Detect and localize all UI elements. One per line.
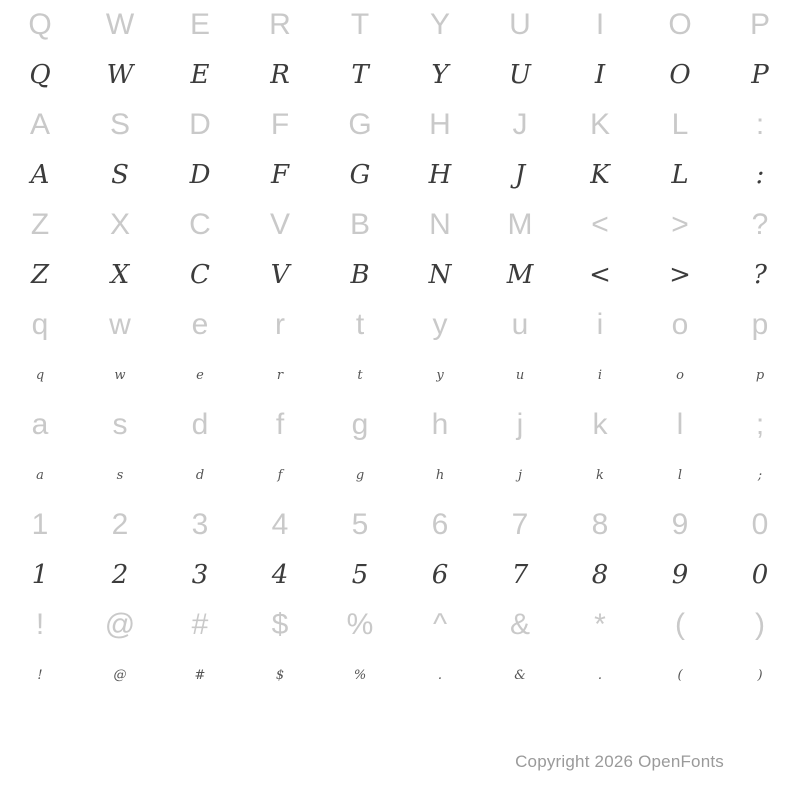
glyph-cell: . [437,667,443,683]
glyph-cell: 7 [511,560,529,590]
sample-glyph-row [0,650,800,700]
glyph-cell: K [590,160,610,190]
reference-glyph-row [0,300,800,350]
glyph-cell: : [755,160,765,190]
glyph-cell: O [669,60,691,90]
glyph-cell: I [595,8,605,41]
glyph-cell: u [515,367,525,383]
glyph-cell: l [676,408,684,441]
glyph-cell: A [30,160,50,190]
glyph-cell: q [35,367,45,383]
glyph-cell: % [346,608,374,641]
glyph-cell: i [597,367,603,383]
glyph-cell: 4 [271,560,289,590]
glyph-cell: t [355,308,365,341]
sample-glyph-row [0,350,800,400]
glyph-cell: f [277,467,283,483]
glyph-cell: F [270,108,290,141]
sample-glyph-row [0,150,800,200]
glyph-cell: L [671,160,689,190]
glyph-cell: I [594,60,606,90]
glyph-cell: : [755,108,765,141]
glyph-cell: K [589,108,610,141]
glyph-cell: u [511,308,529,341]
glyph-cell: A [29,108,50,141]
glyph-cell: p [751,308,769,341]
glyph-cell: 7 [511,508,529,541]
glyph-cell: . [597,667,603,683]
glyph-cell: * [594,608,606,641]
glyph-cell: t [357,367,363,383]
reference-glyph-row [0,100,800,150]
glyph-cell: s [116,467,124,483]
glyph-cell: N [429,208,451,241]
glyph-cell: J [512,108,528,141]
copyright-notice: Copyright 2026 OpenFonts [515,752,724,771]
glyph-cell: Y [431,60,449,90]
glyph-cell: O [668,8,692,41]
glyph-cell: X [109,208,130,241]
glyph-cell: T [351,60,369,90]
glyph-cell: 8 [591,508,609,541]
glyph-cell: @ [113,667,127,683]
glyph-cell: X [110,260,130,290]
glyph-cell: # [191,608,209,641]
glyph-cell: g [355,467,365,483]
glyph-cell: # [194,667,206,683]
glyph-cell: V [269,208,290,241]
glyph-cell: h [431,408,449,441]
glyph-cell: w [114,367,126,383]
glyph-cell: J [514,160,526,190]
glyph-cell: ? [753,260,767,290]
glyph-cell: U [509,60,531,90]
sample-glyph-row [0,450,800,500]
sample-glyph-row [0,50,800,100]
glyph-cell: ? [751,208,769,241]
glyph-cell: N [428,260,452,290]
glyph-cell: H [428,160,452,190]
glyph-cell: 8 [591,560,609,590]
glyph-cell: r [275,308,285,341]
glyph-cell: Z [30,260,50,290]
reference-glyph-row [0,500,800,550]
glyph-cell: & [514,667,526,683]
glyph-cell: B [350,260,370,290]
glyph-cell: > [671,208,689,241]
glyph-cell: E [189,8,210,41]
glyph-cell: e [191,308,209,341]
glyph-cell: ) [755,608,765,641]
glyph-cell: 3 [191,508,209,541]
glyph-cell: M [507,208,533,241]
glyph-cell: o [671,308,689,341]
glyph-cell: 9 [671,560,689,590]
glyph-cell: G [349,160,371,190]
glyph-cell: & [509,608,530,641]
glyph-cell: 0 [751,508,769,541]
glyph-cell: r [276,367,284,383]
glyph-cell: D [189,108,211,141]
glyph-cell: 5 [351,508,369,541]
glyph-cell: P [751,60,769,90]
glyph-cell: L [671,108,689,141]
glyph-cell: s [112,408,128,441]
glyph-cell: Q [29,60,51,90]
glyph-cell: ; [755,408,765,441]
glyph-cell: ! [37,667,43,683]
glyph-cell: F [270,160,290,190]
glyph-cell: Q [28,8,52,41]
glyph-cell: 6 [431,508,449,541]
glyph-cell: k [596,467,604,483]
glyph-cell: g [351,408,369,441]
glyph-cell: V [270,260,290,290]
glyph-cell: d [195,467,205,483]
glyph-cell: E [190,60,210,90]
glyph-cell: M [506,260,534,290]
glyph-cell: 9 [671,508,689,541]
reference-glyph-row [0,600,800,650]
glyph-cell: ^ [432,608,448,641]
glyph-cell: ; [757,467,763,483]
glyph-cell: q [31,308,49,341]
glyph-cell: y [436,367,444,383]
glyph-cell: p [755,367,765,383]
glyph-cell: 6 [431,560,449,590]
glyph-cell: 4 [271,508,289,541]
glyph-cell: l [677,467,683,483]
glyph-cell: G [348,108,372,141]
glyph-cell: < [589,260,611,290]
glyph-cell: w [109,308,131,341]
glyph-cell: o [676,367,684,383]
glyph-cell: f [275,408,285,441]
glyph-cell: a [36,467,44,483]
glyph-cell: < [591,208,609,241]
glyph-cell: ( [677,667,683,683]
glyph-cell: j [517,467,523,483]
reference-glyph-row [0,400,800,450]
glyph-cell: W [105,8,135,41]
glyph-cell: 5 [351,560,369,590]
glyph-cell: ) [757,667,763,683]
glyph-cell: 2 [111,508,129,541]
glyph-cell: S [109,108,130,141]
glyph-cell: $ [271,608,289,641]
glyph-cell: U [509,8,531,41]
glyph-cell: 0 [751,560,769,590]
glyph-cell: ! [35,608,45,641]
glyph-cell: $ [275,667,285,683]
glyph-cell: H [429,108,451,141]
glyph-cell: P [749,8,770,41]
glyph-cell: B [349,208,370,241]
glyph-cell: @ [104,608,136,641]
glyph-cell: ( [675,608,685,641]
glyph-cell: j [516,408,524,441]
glyph-cell: Y [429,8,450,41]
sample-glyph-row [0,550,800,600]
glyph-cell: S [111,160,129,190]
reference-glyph-row [0,200,800,250]
glyph-cell: C [189,208,211,241]
glyph-cell: i [596,308,604,341]
glyph-cell: T [350,8,370,41]
glyph-cell: R [270,60,290,90]
glyph-cell: R [269,8,291,41]
glyph-cell: d [191,408,209,441]
glyph-cell: % [353,667,367,683]
reference-glyph-row [0,0,800,50]
glyph-cell: y [432,308,448,341]
glyph-cell: D [189,160,211,190]
glyph-cell: C [190,260,210,290]
glyph-cell: Z [30,208,50,241]
glyph-cell: 1 [31,560,49,590]
sample-glyph-row [0,250,800,300]
glyph-cell: 2 [111,560,129,590]
glyph-cell: h [435,467,445,483]
glyph-cell: W [106,60,134,90]
glyph-cell: 3 [191,560,209,590]
glyph-cell: a [31,408,49,441]
glyph-cell: e [196,367,204,383]
glyph-cell: k [592,408,608,441]
glyph-cell: 1 [31,508,49,541]
glyph-cell: > [669,260,691,290]
